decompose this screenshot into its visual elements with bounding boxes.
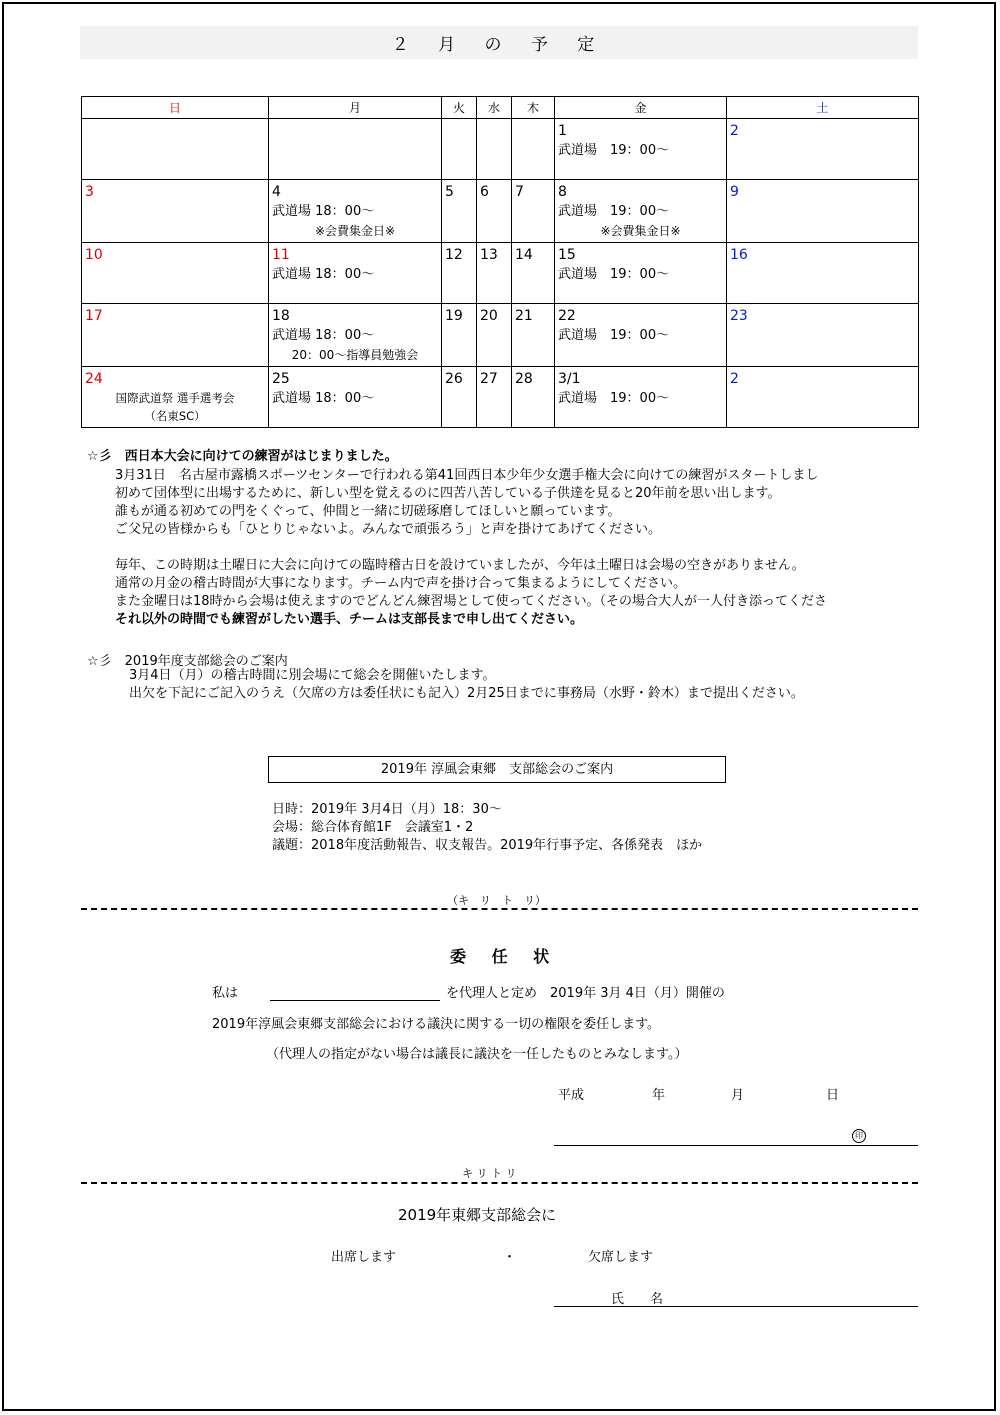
day-cell [727, 180, 919, 243]
body-line: 誰もが通る初めての門をくぐって、仲間と一緒に切磋琢磨してほしいと願っています。 [115, 504, 621, 519]
day-cell [555, 119, 727, 180]
header-sunday: 日 [82, 97, 269, 119]
body-line: 通常の月金の稽古時間が大事になります。チーム内で声を掛け合って集まるようにしてください。 [115, 576, 686, 591]
option-separator: ・ [503, 1250, 517, 1265]
proxy-note: （代理人の指定がない場合は議長に議決を一任したものとみなします。） [266, 1047, 688, 1062]
day-number: 14 [515, 247, 533, 263]
proxy-title: 委 任 状 [450, 947, 560, 966]
name-label: 氏 名 [611, 1292, 664, 1307]
day-number: 12 [445, 247, 463, 263]
day-event: 武道場 18：00～ [272, 267, 375, 282]
day-number: 7 [515, 184, 524, 200]
day-event: 国際武道祭 選手選考会 [115, 391, 235, 405]
meeting-datetime: 日時：2019年 3月4日（月）18：30～ [272, 802, 502, 817]
day-event: 武道場 19：00～ [558, 204, 670, 219]
day-number: 16 [730, 247, 748, 263]
cut-line-label: （キ リ ト リ） [447, 894, 546, 907]
day-cell [82, 119, 269, 180]
day-number: 6 [480, 184, 489, 200]
calendar-week-row [82, 180, 919, 243]
day-number: 3/1 [558, 371, 581, 387]
day-cell [512, 243, 555, 304]
day-number: 5 [445, 184, 454, 200]
body-line-bold: それ以外の時間でも練習がしたい選手、チームは支部長まで申し出てください。 [115, 612, 584, 627]
day-number: 20 [480, 308, 498, 324]
proxy-text: を代理人と定め 2019年 3月 4日（月）開催の [446, 986, 725, 1001]
day-event-note: 20：00～指導員勉強会 [291, 348, 419, 362]
day-cell [727, 304, 919, 367]
header-thursday: 木 [512, 97, 555, 119]
meeting-agenda: 議題：2018年度活動報告、収支報告。2019年行事予定、各係発表 ほか [272, 838, 703, 853]
date-year-label: 年 [652, 1088, 666, 1103]
body-line: 初めて団体型に出場するために、新しい型を覚えるのに四苦八苦している子供達を見ると20年前を思い出します。 [115, 486, 781, 501]
day-cell [269, 304, 442, 367]
day-cell [442, 367, 477, 428]
day-event: 武道場 18：00～ [272, 328, 375, 343]
day-cell [269, 119, 442, 180]
meeting-venue: 会場：総合体育館1F 会議室1・2 [272, 820, 474, 835]
day-cell [512, 367, 555, 428]
header-monday: 月 [269, 97, 442, 119]
day-cell [555, 367, 727, 428]
page-title: ２ 月 の 予 定 [391, 35, 607, 55]
day-cell [555, 180, 727, 243]
day-number: 18 [272, 308, 290, 324]
day-cell [82, 367, 269, 428]
name-field[interactable] [554, 1306, 918, 1307]
day-number: 23 [730, 308, 748, 324]
day-number: 9 [730, 184, 739, 200]
day-cell [477, 119, 512, 180]
header-tuesday: 火 [442, 97, 477, 119]
absent-option[interactable]: 欠席します [588, 1250, 654, 1265]
day-cell [512, 180, 555, 243]
day-cell [477, 180, 512, 243]
calendar-header-row [82, 97, 919, 119]
day-event: 武道場 19：00～ [558, 391, 670, 406]
day-cell [442, 304, 477, 367]
day-cell [82, 243, 269, 304]
day-number: 3 [85, 184, 94, 200]
section-heading: ☆彡 2019年度支部総会のご案内 [87, 654, 288, 669]
day-number: 19 [445, 308, 463, 324]
date-era-label: 平成 [558, 1088, 585, 1103]
day-number: 28 [515, 371, 533, 387]
body-line: 出欠を下記にご記入のうえ（欠席の方は委任状にも記入）2月25日までに事務局（水野・鈴木）まで提出ください。 [129, 686, 804, 701]
header-saturday: 土 [727, 97, 919, 119]
day-number: 8 [558, 184, 567, 200]
day-number: 1 [558, 123, 567, 139]
day-cell [477, 304, 512, 367]
day-event: 武道場 19：00～ [558, 143, 670, 158]
date-day-label: 日 [826, 1088, 840, 1103]
day-event-note: ※会費集金日※ [314, 224, 396, 238]
day-number: 10 [85, 247, 103, 263]
day-cell [442, 243, 477, 304]
day-cell [442, 180, 477, 243]
cut-line [81, 908, 918, 910]
meeting-notice-box: 2019年 淳風会東郷 支部総会のご案内 [268, 756, 726, 783]
day-number: 22 [558, 308, 576, 324]
day-number: 15 [558, 247, 576, 263]
day-number: 13 [480, 247, 498, 263]
day-cell [269, 243, 442, 304]
calendar-week-row [82, 119, 919, 180]
signature-field[interactable] [554, 1145, 918, 1146]
day-number: 25 [272, 371, 290, 387]
day-number: 26 [445, 371, 463, 387]
day-cell [512, 119, 555, 180]
day-event: 武道場 18：00～ [272, 204, 375, 219]
day-number: 4 [272, 184, 281, 200]
day-cell [727, 119, 919, 180]
day-cell [477, 243, 512, 304]
cut-line [81, 1182, 918, 1184]
day-event-note: （名東SC） [144, 409, 206, 423]
proxy-text: 私は [212, 986, 239, 1001]
day-event: 武道場 19：00～ [558, 328, 670, 343]
calendar-table [81, 96, 919, 428]
day-cell [727, 243, 919, 304]
day-cell [82, 180, 269, 243]
cut-line-label: キ リ ト リ [462, 1167, 517, 1180]
day-event-note: ※会費集金日※ [600, 224, 681, 238]
day-number: 2 [730, 123, 739, 139]
day-number: 11 [272, 247, 290, 263]
body-line: また金曜日は18時から会場は使えますのでどんどん練習場として使ってください。（その場合大人が一人付き添ってくださ [115, 594, 828, 609]
header-friday: 金 [555, 97, 727, 119]
body-line: 3月31日 名古屋市露橋スポーツセンターで行われる第41回西日本少年少女選手権大会に向けての練習がスタートしまし [115, 468, 819, 483]
day-cell [555, 243, 727, 304]
day-cell [82, 304, 269, 367]
day-cell [727, 367, 919, 428]
day-number: 21 [515, 308, 533, 324]
date-month-label: 月 [731, 1088, 745, 1103]
proxy-agent-field[interactable] [270, 1000, 440, 1001]
day-number: 27 [480, 371, 498, 387]
calendar-week-row [82, 243, 919, 304]
calendar-week-row [82, 304, 919, 367]
body-line: ご父兄の皆様からも「ひとりじゃないよ。みんなで頑張ろう」と声を掛けてあげてください。 [115, 522, 662, 537]
day-number: 17 [85, 308, 103, 324]
header-wednesday: 水 [477, 97, 512, 119]
day-cell [269, 180, 442, 243]
day-event: 武道場 19：00～ [558, 267, 670, 282]
section-heading: ☆彡 西日本大会に向けての練習がはじまりました。 [87, 449, 398, 464]
day-cell [269, 367, 442, 428]
proxy-text: 2019年淳風会東郷支部総会における議決に関する一切の権限を委任します。 [212, 1017, 661, 1032]
day-number: 24 [85, 371, 103, 387]
day-cell [512, 304, 555, 367]
day-cell [477, 367, 512, 428]
body-line: 3月4日（月）の稽古時間に別会場にて総会を開催いたします。 [129, 668, 496, 683]
day-event: 武道場 18：00～ [272, 391, 375, 406]
day-number: 2 [730, 371, 739, 387]
day-cell [442, 119, 477, 180]
seal-mark: 印 [852, 1129, 866, 1143]
calendar-week-row [82, 367, 919, 428]
attendance-title: 2019年東郷支部総会に [398, 1206, 557, 1224]
body-line: 毎年、この時期は土曜日に大会に向けての臨時稽古日を設けていましたが、今年は土曜日は会場の空きがありません。 [115, 558, 805, 573]
day-cell [555, 304, 727, 367]
attend-option[interactable]: 出席します [331, 1250, 397, 1265]
